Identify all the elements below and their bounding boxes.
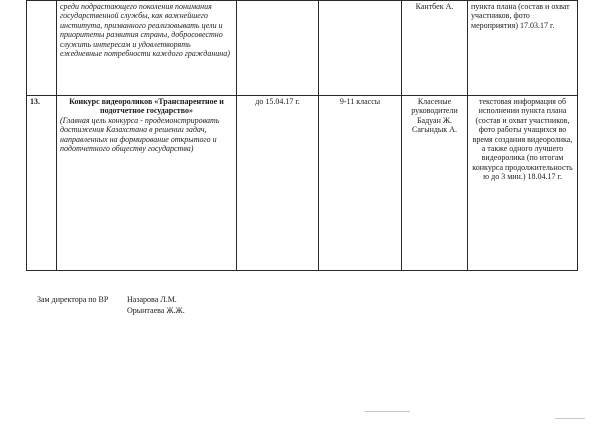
signer-name: Назарова Л.М.: [127, 295, 177, 304]
responsible-name: Кантбек А.: [415, 2, 454, 11]
event-title: Конкурс видеороликов «Транспарентное и подотчетное государство»: [69, 97, 224, 116]
responsible-cell: [402, 1, 468, 96]
result-cell: [468, 1, 578, 96]
result-cell: [468, 96, 578, 271]
scan-artifact: [365, 411, 410, 412]
result-text: пункта плана (состав и охват участников, фото мероприятия) 17.03.17 г.: [471, 2, 570, 30]
responsible-role: Класеные руководители: [411, 97, 458, 116]
row-number: 13.: [30, 97, 40, 106]
responsible-name: Сагындык А.: [412, 125, 457, 135]
row-number-cell: [27, 1, 57, 96]
signer-position: Зам директора по ВР: [37, 295, 109, 304]
deadline-text: до 15.04.17 г.: [255, 97, 300, 106]
row-number-cell: [27, 96, 57, 271]
deadline-cell: [237, 1, 319, 96]
table-row: [27, 1, 578, 96]
event-cell: [57, 96, 237, 271]
event-description: среди подрастающего поколения понимания государственной службы, как важнейшего института, призванного реализовывать цели и приоритеты развития страны, добросовестно служить интересам и удовлетворять ежедневные потребности каждого гражданина): [60, 2, 230, 59]
signature-block: [37, 295, 185, 316]
responsible-name: Бадуан Ж.: [416, 115, 453, 125]
event-cell: [57, 1, 237, 96]
participants-cell: [319, 1, 402, 96]
deadline-cell: [237, 96, 319, 271]
result-text: текстовая информация об исполнении пункта плана (состав и охват участников, фото работы учащихся во время создания видеоролика, а также одного лучшего видеоролика (по итогам конкурса продолжительность ю до 3 мин.) 18.04.17 г.: [472, 97, 573, 182]
event-description: (Главная цель конкурса - продемонстрировать достижения Казахстана в решении задач, направленных на формирование открытого и подотчетного обществу государства): [60, 115, 220, 154]
participants-cell: [319, 96, 402, 271]
signer-name: Орынтаева Ж.Ж.: [127, 305, 185, 315]
plan-table: [26, 0, 578, 271]
participants-text: 9-11 классы: [339, 97, 381, 106]
responsible-cell: [402, 96, 468, 271]
table-row: [27, 96, 578, 271]
scan-artifact: [555, 418, 585, 419]
